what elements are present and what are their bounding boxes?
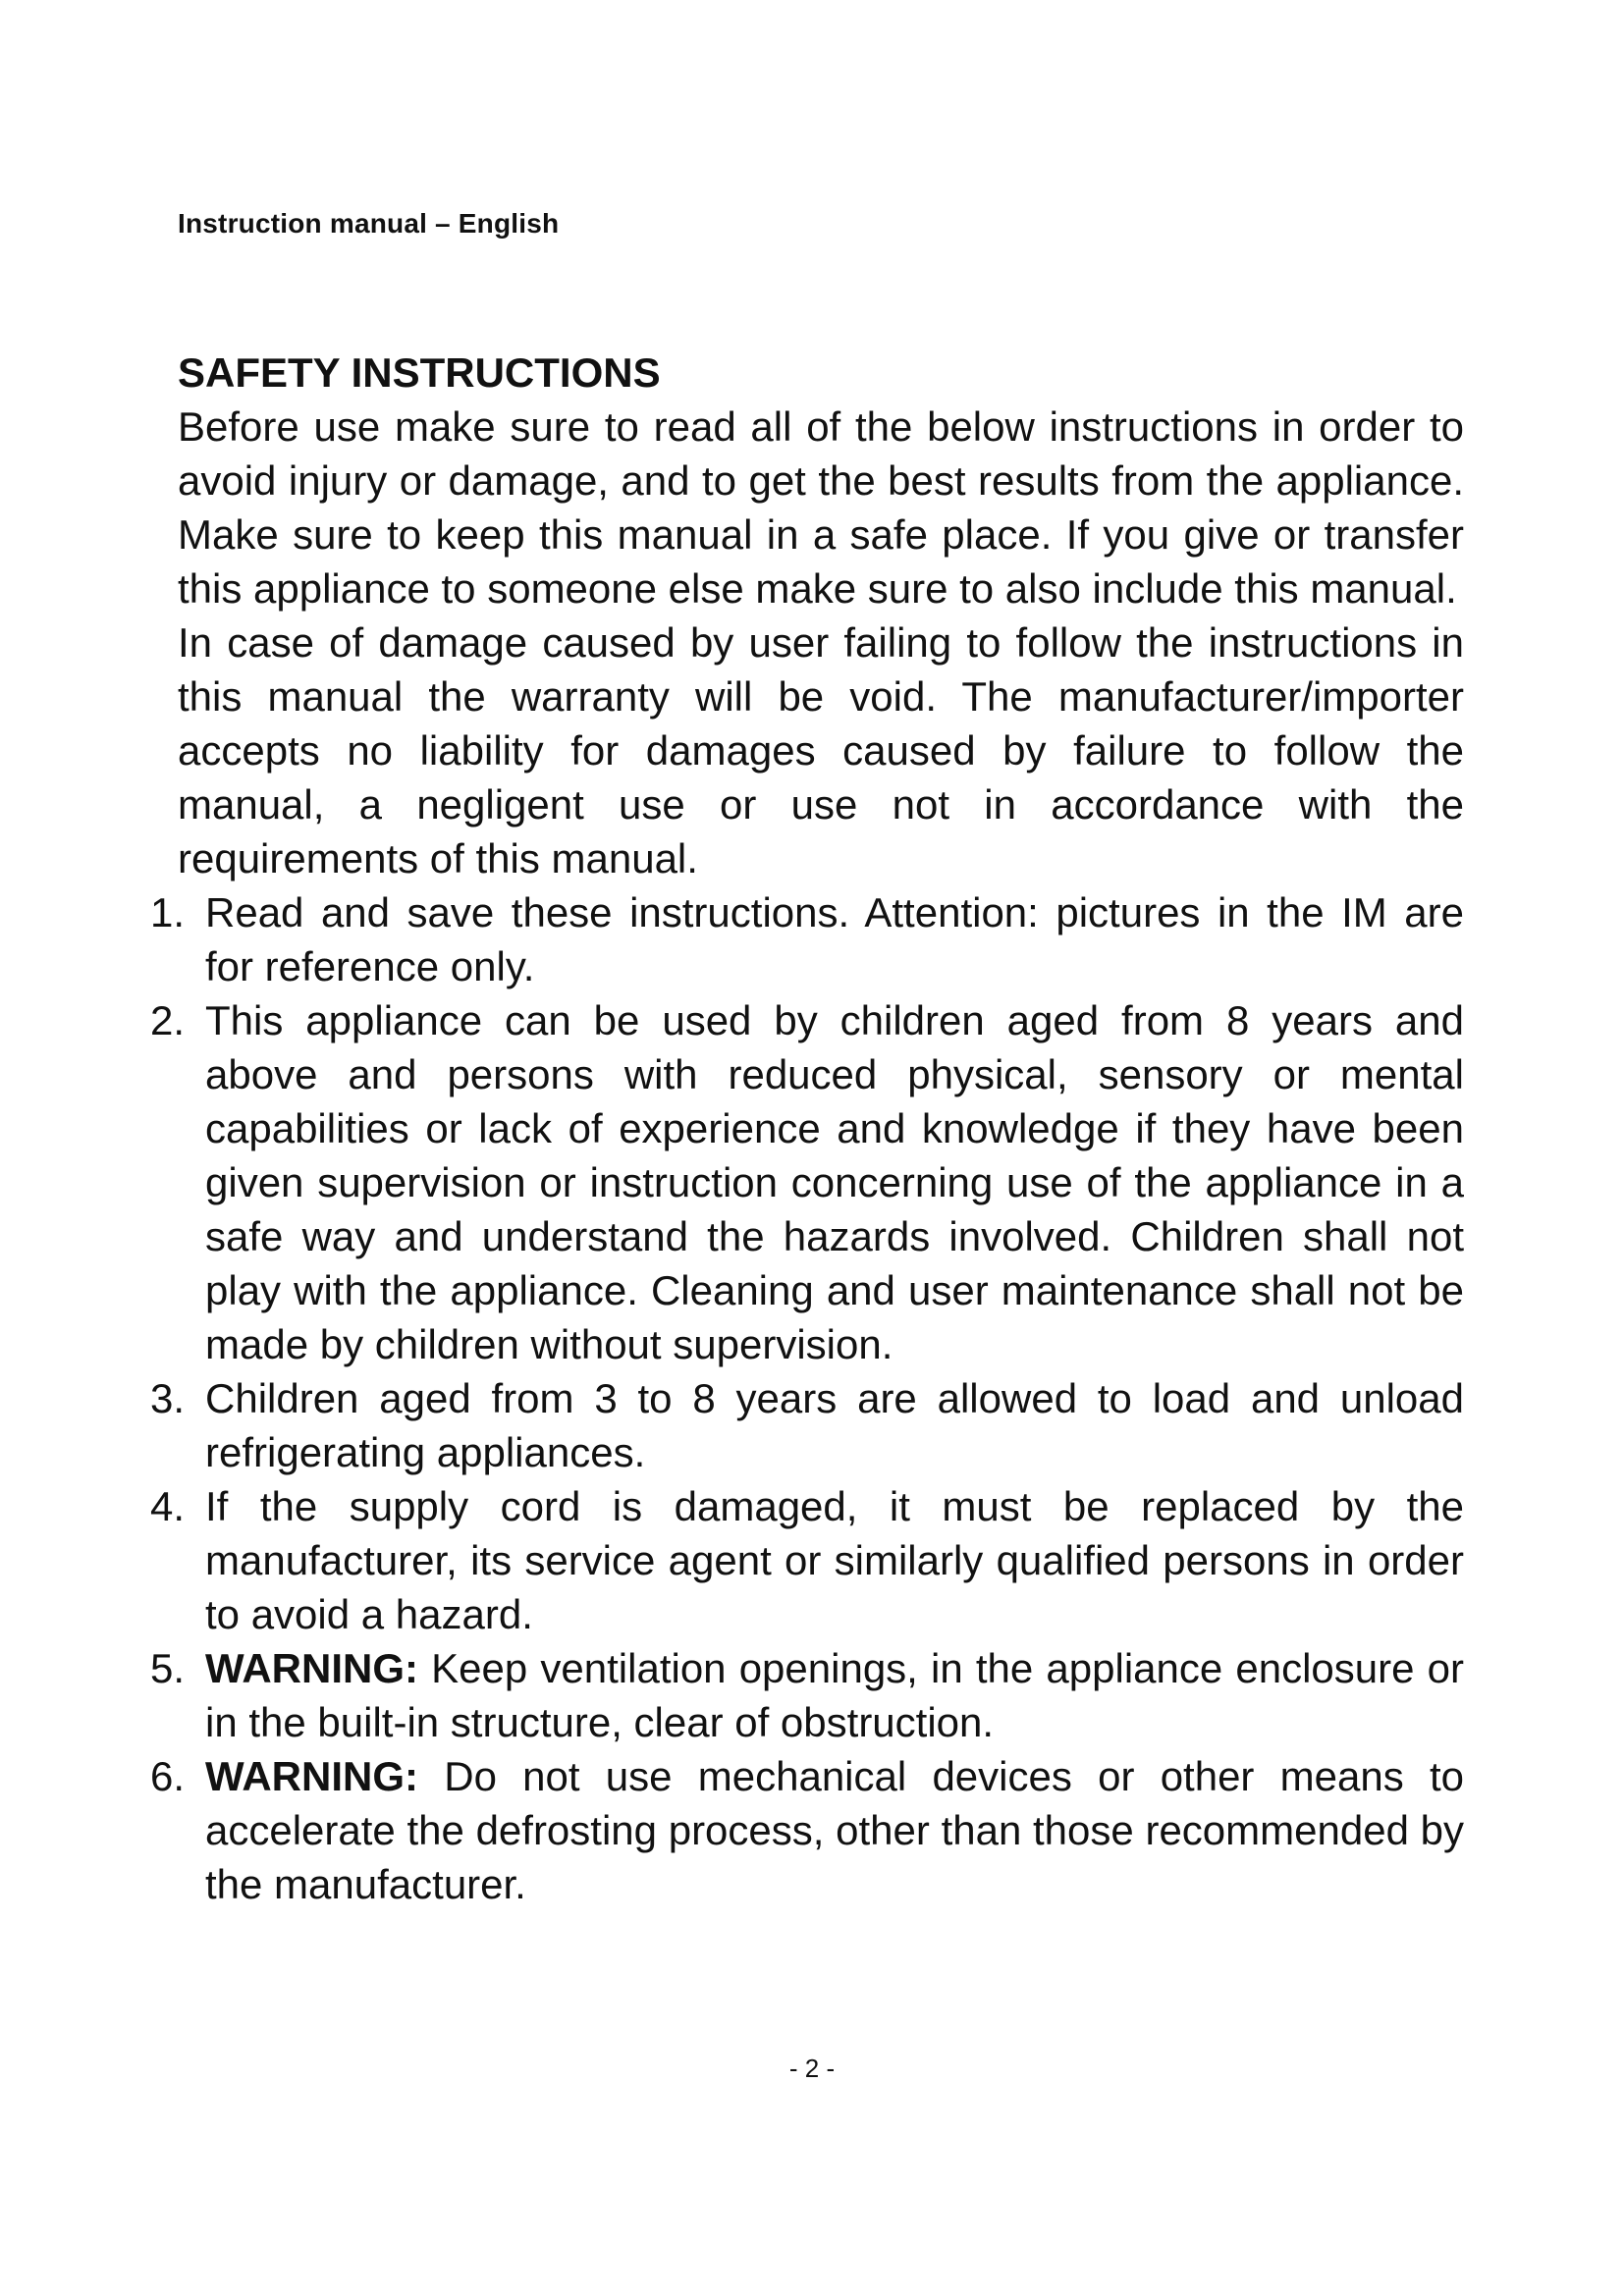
document-header: Instruction manual – English (178, 208, 560, 239)
list-item (150, 1641, 1465, 1749)
warning-label: WARNING: (205, 1645, 418, 1691)
warning-label: WARNING: (205, 1753, 418, 1799)
item-body: Do not use mechanical devices or other means to accelerate the defrosting process, other than those recommended by the manufacturer. (205, 1753, 1464, 1907)
item-text (205, 1749, 1464, 1911)
list-item (150, 1371, 1464, 1479)
safety-section (150, 346, 1465, 1911)
item-text (205, 993, 1464, 1371)
list-item (150, 1479, 1464, 1641)
list-item (150, 885, 1464, 993)
page-number: - 2 - (788, 2054, 836, 2083)
item-body: If the supply cord is damaged, it must be replaced by the manufacturer, its service agent or similarly qualified persons in order to avoid a hazard. (205, 1483, 1464, 1637)
list-item (150, 1749, 1464, 1911)
item-body: Children aged from 3 to 8 years are allowed to load and unload refrigerating appliances. (205, 1375, 1464, 1475)
intro-paragraph: Before use make sure to read all of the below instructions in order to avoid injury or damage, and to get the best results from the appliance. Make sure to keep this manual in a safe place. If you give or transfer this appliance to someone else make sure to also include this manual. (178, 403, 1464, 612)
item-text (205, 1641, 1464, 1749)
list-item (150, 993, 1464, 1371)
item-number: 6. (150, 1753, 186, 1799)
item-body: Keep ventilation openings, in the appliance enclosure or in the built-in structure, clear of obstruction. (205, 1645, 1465, 1745)
item-text (205, 1371, 1464, 1479)
item-number: 3. (150, 1375, 186, 1421)
item-number: 4. (150, 1483, 186, 1529)
warranty-paragraph: In case of damage caused by user failing to follow the instructions in this manual the warranty will be void. The manufacturer/importer accepts no liability for damages caused by failure to follow the manual, a negligent use or use not in accordance with the requirements of this manual. (178, 619, 1464, 881)
section-title: SAFETY INSTRUCTIONS (178, 349, 661, 396)
item-body: Read and save these instructions. Attention: pictures in the IM are for reference only. (205, 889, 1464, 989)
item-number: 5. (150, 1645, 186, 1691)
item-number: 2. (150, 997, 186, 1043)
instruction-list (150, 885, 1465, 1911)
item-text (205, 885, 1464, 993)
item-number: 1. (150, 889, 186, 935)
item-text (205, 1479, 1464, 1641)
item-body: This appliance can be used by children aged from 8 years and above and persons with reduced physical, sensory or mental capabilities or lack of experience and knowledge if they have been given supervision or instruction concerning use of the appliance in a safe way and understand the hazards involved. Children shall not play with the appliance. Cleaning and user maintenance shall not be made by children without supervision. (205, 997, 1464, 1367)
